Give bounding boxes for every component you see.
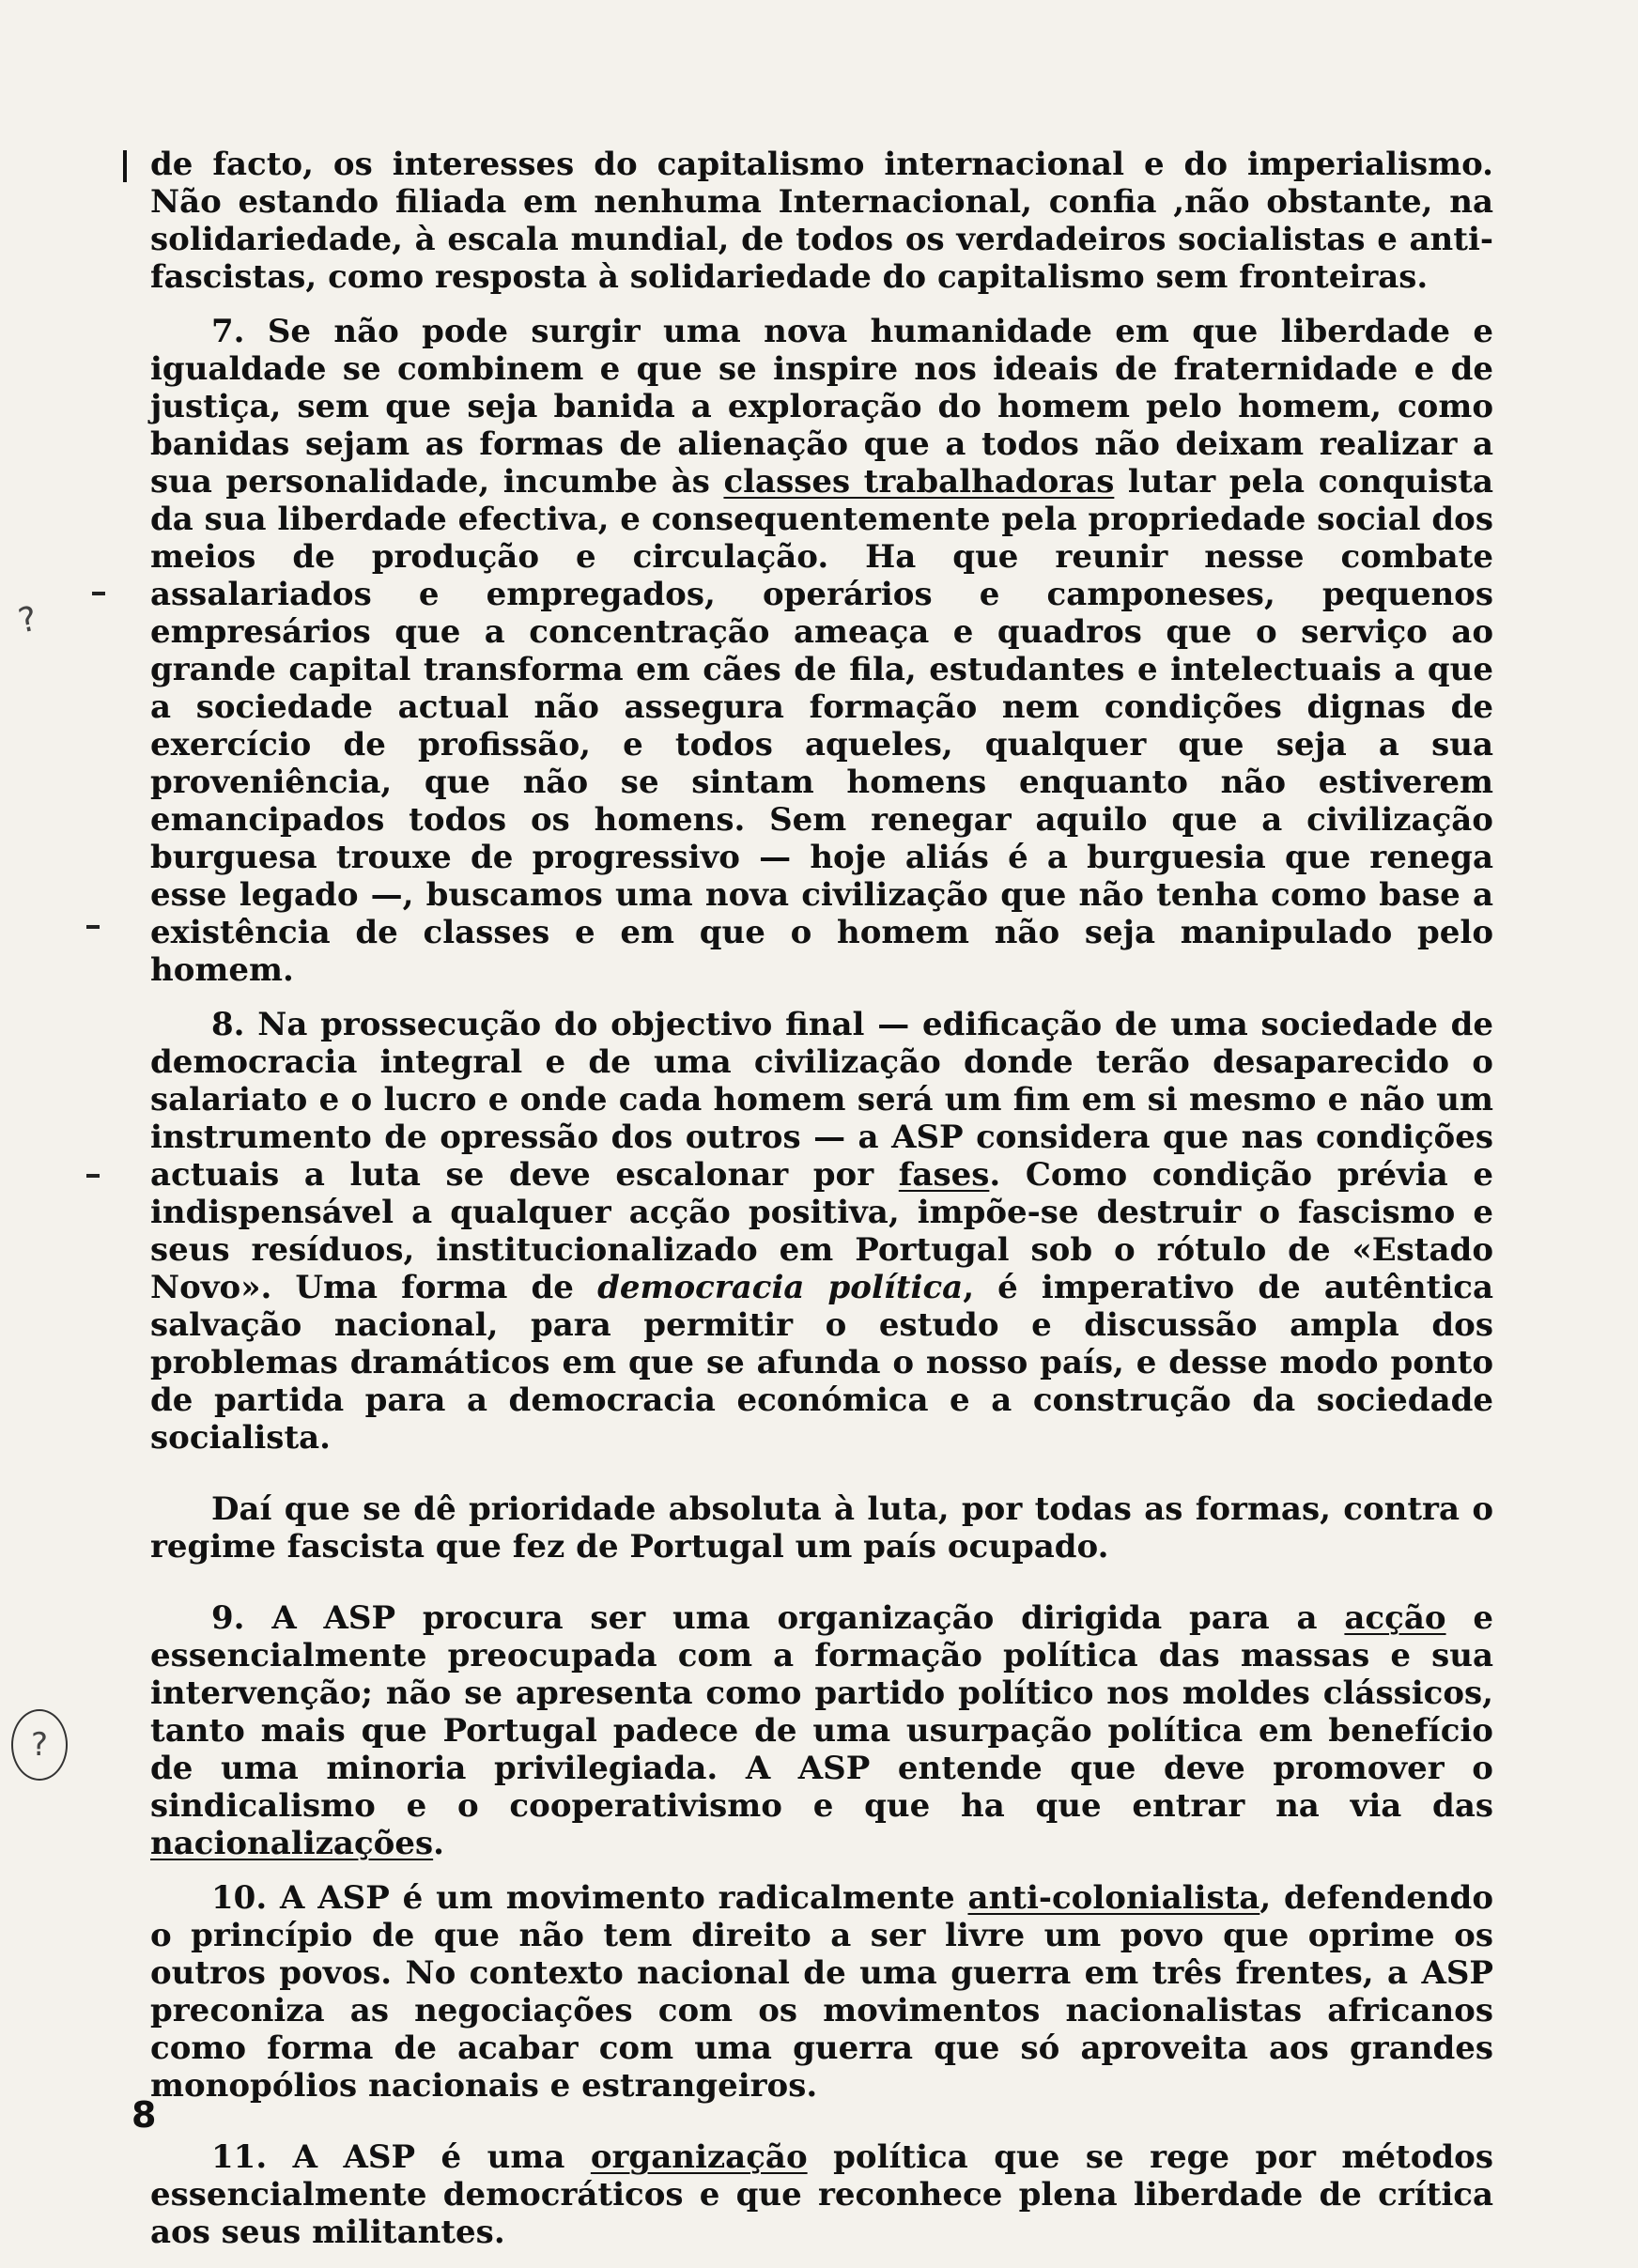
paragraph-text: e essencialmente preocupada com a formação política das massas e sua intervenção; não se apresenta como partido político nos moldes clássicos, tanto mais que Portugal padece de uma usurpação política em benefício de uma minoria privilegiada. A ASP entende que deve promover o sindicalismo e o cooperativismo e que ha que entrar na via das [150,1599,1494,1825]
paragraph-text: . Como condição prévia e indispensável a qualquer acção positiva, impõe-se destruir o fascismo e seus resíduos, institucionalizado em Portugal sob o rótulo de «Estado Novo». Uma forma de [150,1156,1493,1306]
underlined-text: nacionalizações [150,1825,434,1862]
paragraph-11 [150,2138,1493,2251]
paragraph-text: , é imperativo de autêntica salvação nacional, para permitir o estudo e discussão ampla dos problemas dramáticos em que se afunda o nosso país, e desse modo ponto de partida para a democracia económica e a construção da sociedade socialista. [150,1269,1494,1457]
paragraph-text: 7. Se não pode surgir uma nova humanidade em que liberdade e igualdade se combinem e que se inspire nos ideais de fraternidade e de justiça, sem que seja banida a exploração do homem pelo homem, como banidas sejam as formas de alienação que a todos não deixam realizar a sua personalidade, incumbe às [150,313,1493,501]
paragraph-continuation [150,146,1493,296]
margin-dash-mark [86,925,100,929]
paragraph-9 [150,1599,1493,1862]
paragraph-text: lutar pela conquista da sua liberdade efectiva, e consequentemente pela propriedade social dos meios de produção e circulação. Ha que reunir nesse combate assalariados e empregados, operários e camponeses, pequenos empresários que a concentração ameaça e quadros que o serviço ao grande capital transforma em cães de fila, estudantes e intelectuais a que a sociedade actual não assegura formação nem condições dignas de exercício de profissão, e todos aqueles, qualquer que seja a sua proveniência, que não se sintam homens enquanto não estiverem emancipados todos os homens. Sem renegar aquilo que a civilização burguesa trouxe de progressivo — hoje aliás é a burguesia que renega esse legado —, buscamos uma nova civilização que não tenha como base a existência de classes e em que o homem não seja manipulado pelo homem. [150,463,1493,989]
margin-bar-mark [123,150,127,182]
paragraph-text: . [433,1825,444,1862]
margin-dash-mark [92,592,105,595]
body-text [150,146,1493,2268]
paragraph-text: , defendendo o princípio de que não tem direito a ser livre um povo que oprime os outros povos. No contexto nacional de uma guerra em três frentes, a ASP preconiza as negociações com os movimentos nacionalistas africanos como forma de acabar com uma guerra que só aproveita aos grandes monopólios nacionais e estrangeiros. [150,1879,1493,2105]
paragraph-text: 10. A ASP é um movimento radicalmente [211,1879,968,1917]
paragraph-8 [150,1006,1493,1457]
margin-dash-mark [86,1174,100,1178]
page-number: 8 [131,2094,157,2136]
underlined-text: acção [1344,1599,1446,1637]
italic-text: democracia política [597,1269,964,1306]
paragraph-10 [150,1879,1493,2105]
paragraph-text: 8. Na prossecução do objectivo final — edificação de uma sociedade de democracia integral e de uma civilização donde terão desaparecido o salariato e o lucro e onde cada homem será um fim em si mesmo e não um instrumento de opressão dos outros — a ASP considera que nas condições actuais a luta se deve escalonar por [150,1006,1493,1194]
paragraph-text: Daí que se dê prioridade absoluta à luta, por todas as formas, contra o regime fascista que fez de Portugal um país ocupado. [150,1490,1493,1566]
paragraph-text: política que se rege por métodos essencialmente democráticos e que reconhece plena liberdade de crítica aos seus militantes. [150,2138,1493,2251]
underlined-text: classes trabalhadoras [723,463,1115,501]
underlined-text: fases [898,1156,990,1194]
paragraph-priority [150,1490,1493,1566]
underlined-text: anti-colonialista [967,1879,1260,1917]
underlined-text: organização [590,2138,808,2176]
margin-question-mark: ? [14,599,41,641]
paragraph-text: de facto, os interesses do capitalismo internacional e do imperialismo. Não estando filiada em nenhuma Internacional, confia ,não obstante, na solidariedade, à escala mundial, de todos os verdadeiros socialistas e anti-fascistas, como resposta à solidariedade do capitalismo sem fronteiras. [150,146,1493,296]
paragraph-text: 9. A ASP procura ser uma organização dirigida para a [211,1599,1345,1637]
paragraph-text: 11. A ASP é uma [211,2138,591,2176]
margin-circled-question-mark: ? [11,1709,68,1781]
paragraph-7 [150,313,1493,989]
